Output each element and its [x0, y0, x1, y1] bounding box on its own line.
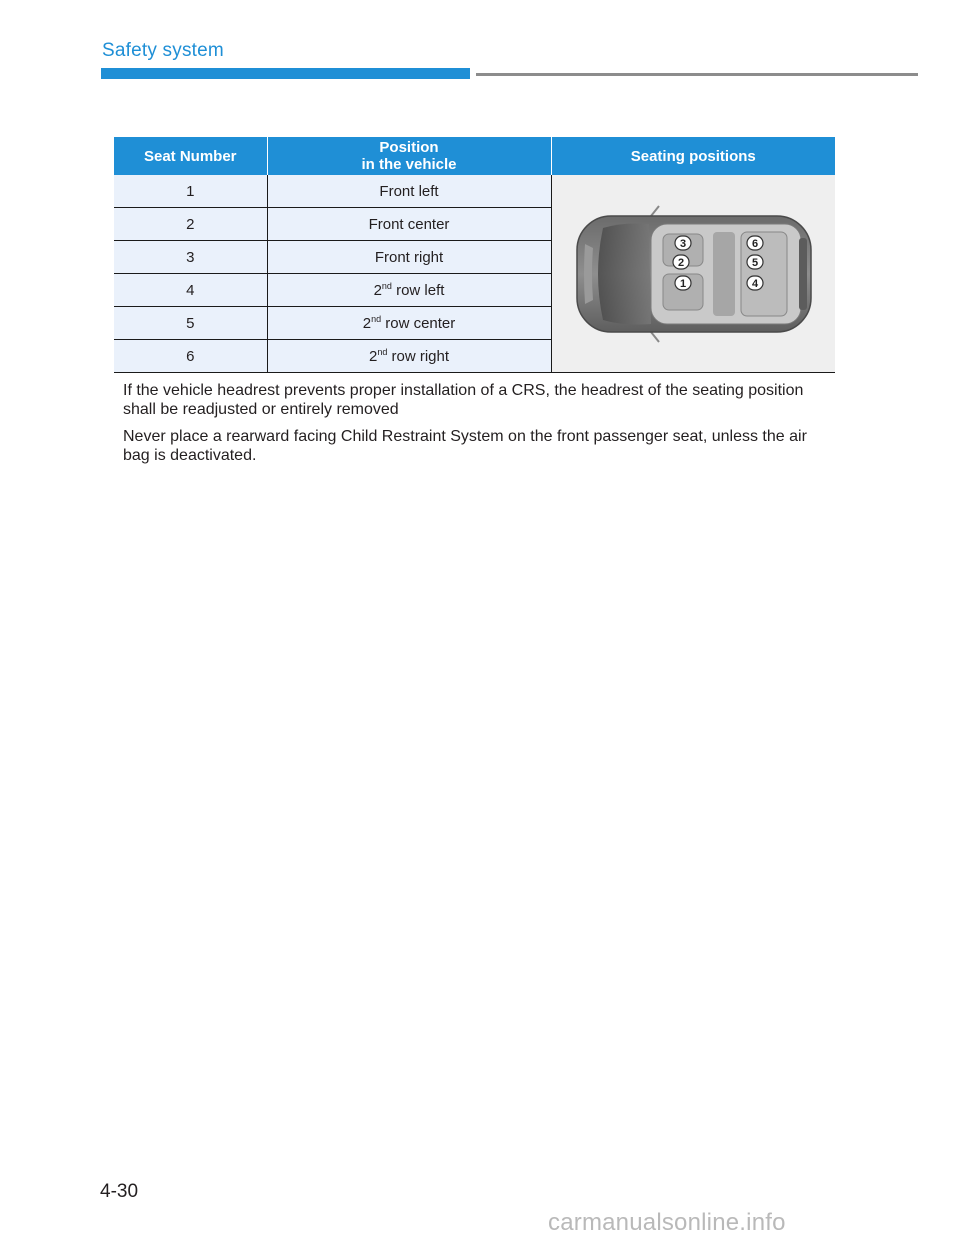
position-text: Front right [374, 248, 444, 266]
position-text: Front left [379, 182, 439, 200]
header-position [267, 137, 551, 175]
headrest-note: If the vehicle headrest prevents proper installation of a CRS, the headrest of the seating position shall be readjusted or entirely removed [123, 382, 804, 418]
svg-text:3: 3 [680, 237, 687, 250]
position-cell [267, 175, 551, 208]
header-rule-accent [101, 68, 470, 79]
position-cell [267, 307, 551, 340]
seat-number-cell: 6 [114, 340, 267, 373]
seat-number-cell: 5 [114, 307, 267, 340]
position-text: 2 [368, 347, 378, 365]
position-suffix: row right [387, 347, 450, 365]
position-cell [267, 340, 551, 373]
position-sup: nd [377, 346, 388, 357]
header-rule-gray [476, 73, 918, 76]
watermark: carmanualsonline.info [548, 1209, 786, 1236]
position-sup: nd [371, 313, 382, 324]
header-seat-number: Seat Number [114, 137, 267, 175]
seat-badge-3 [675, 236, 691, 250]
car-seating-diagram [563, 204, 823, 344]
section-title: Safety system [102, 40, 224, 61]
position-text: 2 [373, 281, 382, 299]
position-suffix: row center [381, 314, 456, 332]
seat-badge-6 [747, 236, 763, 250]
seat-badge-1 [675, 276, 691, 290]
seat-number-cell: 3 [114, 241, 267, 274]
position-cell [267, 208, 551, 241]
position-text: 2 [362, 314, 372, 332]
position-text: Front center [368, 215, 450, 233]
page-number: 4-30 [100, 1181, 139, 1202]
position-cell [267, 241, 551, 274]
position-cell [267, 274, 551, 307]
airbag-warning-note: Never place a rearward facing Child Restraint System on the front passenger seat, unless the air bag is deactivated. [123, 428, 807, 464]
header-position-line2: in the vehicle [361, 156, 457, 173]
svg-text:1: 1 [680, 277, 687, 290]
seat-badge-2 [673, 255, 689, 269]
car-icon [577, 206, 811, 342]
seat-number-cell: 4 [114, 274, 267, 307]
position-sup: nd [381, 280, 392, 291]
seat-number-cell: 2 [114, 208, 267, 241]
svg-text:2: 2 [678, 256, 685, 269]
svg-text:5: 5 [752, 256, 759, 269]
seating-position-table [114, 137, 835, 373]
seat-number-cell: 1 [114, 175, 267, 208]
header-seating-positions: Seating positions [551, 137, 835, 175]
table-header-row [114, 137, 835, 175]
seating-diagram-cell [551, 175, 835, 373]
svg-text:4: 4 [752, 277, 759, 290]
table-row [114, 175, 835, 208]
position-suffix: row left [391, 281, 445, 299]
seat-badge-4 [747, 276, 763, 290]
seat-badge-5 [747, 255, 763, 269]
svg-text:6: 6 [752, 237, 759, 250]
header-position-line1: Position [379, 139, 439, 156]
